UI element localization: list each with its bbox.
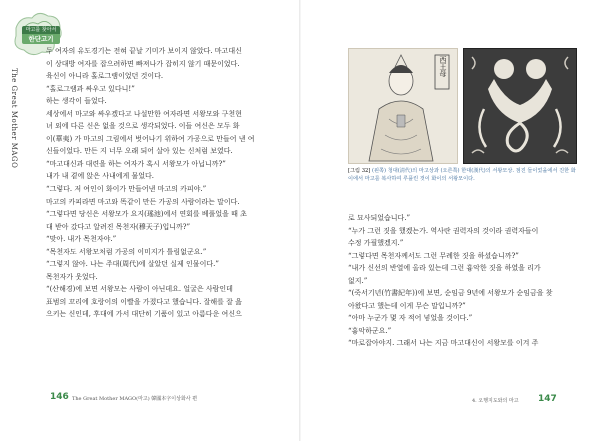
text-line: 마고의 카피라면 마고와 똑같이 만든 가공의 사람이라는 말이다. xyxy=(46,197,240,206)
text-line: “내가 신선의 반열에 올라 있는데 그런 흉악한 짓을 하였을 리가 xyxy=(348,264,541,273)
figure xyxy=(348,48,576,192)
text-line: 수정 가필했겠지.” xyxy=(348,239,404,248)
figure-caption-label: [그림 32] xyxy=(348,168,371,174)
text-line: “맞아. 내가 목천자야.” xyxy=(46,235,117,244)
text-line: 하는 생각이 들었다. xyxy=(46,97,107,106)
text-line: “그렇지 않아. 나는 주대(周代)에 살았던 실제 인물이다.” xyxy=(46,260,219,269)
text-line: 녀 외에 다른 신은 없을 것으로 생각되었다. 이들 여신은 모두 화 xyxy=(46,122,240,131)
page-number-right: 147 xyxy=(538,394,557,404)
seal-caption: 西王母 xyxy=(439,56,447,77)
text-line: 으키는 신인데, 후대에 가서 대단히 기품이 있고 아름다운 여신으 xyxy=(46,310,242,319)
text-line: “누가 그런 짓을 했겠는가. 역사란 권력자의 것이라 권력자들이 xyxy=(348,226,539,235)
side-book-title: The Great Mother MAGO xyxy=(10,68,18,169)
text-line: 목천자가 웃었다. xyxy=(46,272,98,281)
text-line: 로 묘사되었습니다.” xyxy=(348,214,411,222)
page-number: 146 xyxy=(50,392,69,402)
text-line: “목천자도 서왕모처럼 가공의 이미지가 틀림없군요.” xyxy=(46,247,207,256)
right-body-text xyxy=(348,212,588,350)
text-line: “홀로그램과 싸우고 있다니!” xyxy=(46,84,135,93)
figure-caption xyxy=(348,167,576,183)
text-line: 이(華夷) 가 마고의 그림에서 벗어나기 위하여 가공으로 만들어 낸 여 xyxy=(46,134,255,143)
figure-image-right xyxy=(463,48,577,164)
relief-carving-icon xyxy=(464,49,576,163)
text-line: 아왔다고 했는데 이게 무슨 말입니까?” xyxy=(348,301,466,310)
text-line: “그렇다면 당신은 서왕모가 요지(瑤池)에서 연회를 베풀었을 때 초 xyxy=(46,210,247,219)
text-line: 이 상대방 여자를 잡으려하면 빠져나가 잡히지 않기 때문이었다. xyxy=(46,59,240,68)
left-body-text xyxy=(46,45,290,321)
text-line: 없지.” xyxy=(348,276,368,285)
text-line: “(산해경)에 보면 서왕모는 사람이 아닌데요. 얼굴은 사람인데 xyxy=(46,285,233,294)
text-line: 육신이 아니라 홀로그램이었던 것이다. xyxy=(46,72,164,81)
text-line: 대 받아 갔다고 알려진 목천자(穆天子)입니까?” xyxy=(46,222,191,231)
text-line: 세상에서 마고와 싸우겠다고 나설만한 여자라면 서왕모와 구천현 xyxy=(46,109,242,118)
text-line: 두 여자의 유도경기는 전혀 끝날 기미가 보이지 않았다. 마고대신 xyxy=(46,47,242,55)
figure-caption-text: (왼쪽) 청대(淸代)의 마고상과 (오른쪽) 한대(漢代)의 서왕모상. 점진 들이었을에서 진한 화이에서 마고를 복사하여 루플린 것이 화이의 서왕모이다. xyxy=(348,168,576,182)
right-page xyxy=(300,0,600,441)
text-line: “마고대신과 대련을 하는 여자가 혹시 서왕모가 아닙니까?” xyxy=(46,159,226,168)
text-line: “아마 누군가 몇 자 적어 넣었을 것이다.” xyxy=(348,314,473,323)
figure-image-left xyxy=(348,48,458,164)
text-line: “흉악하군요.” xyxy=(348,326,392,335)
text-line: 내가 내 곁에 앉은 사내에게 물었다. xyxy=(46,172,155,181)
text-line: “그렇다. 저 여인이 화이가 만들어낸 마고의 카피야.” xyxy=(46,185,207,194)
text-line: “마로잡아야지. 그래서 나는 지금 마고대신이 서왕모를 이겨 주 xyxy=(348,339,539,348)
running-title-right: 4. 오행지도와의 마고 xyxy=(472,398,519,404)
text-line: “(죽서기년(竹書紀年))에 보면, 순임금 9년에 서왕모가 순임금을 찾 xyxy=(348,289,553,298)
running-title: The Great Mother MAGO(마고) 韓國本字이상화사 편 xyxy=(72,396,198,402)
badge-top-label: 마고를 찾아서 xyxy=(22,26,60,34)
text-line: “그렇다면 목천자께서도 그런 무례한 짓을 하셨습니까?” xyxy=(348,251,519,260)
text-line: 표범의 꼬리에 호랑이의 이빨을 가졌다고 했습니다. 잘해를 잘 읊 xyxy=(46,297,242,306)
badge-main-label: 한단고기 xyxy=(22,34,60,44)
text-line: 신들이었다. 만든 지 너무 오래 되어 살아 있는 신처럼 보였다. xyxy=(46,147,233,156)
